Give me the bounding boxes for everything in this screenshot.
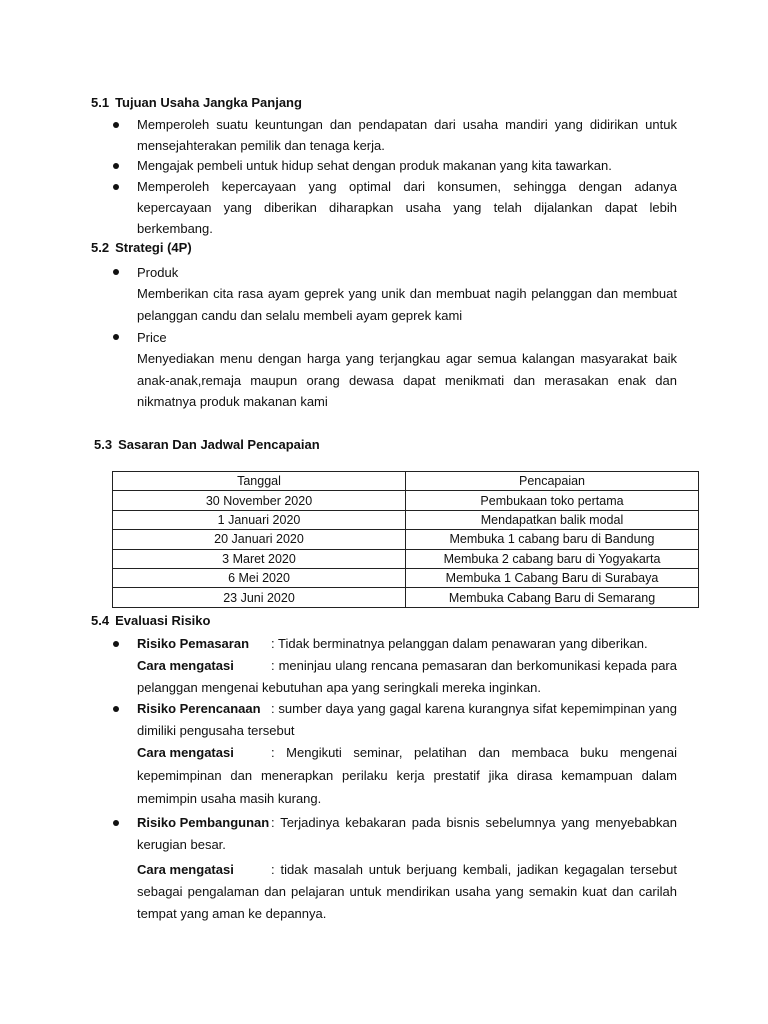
table-cell-date: 20 Januari 2020 — [113, 530, 406, 549]
risk-statement — [137, 812, 677, 855]
mitigation-text: tidak masalah untuk berjuang kembali, jadikan kegagalan tersebut sebagai pengalaman dan pelajaran untuk mendirikan usaha yang semakin kuat dan carilah tempat yang aman ke depannya. — [137, 862, 677, 921]
risk-text: sumber daya yang gagal karena kurangnya sifat kepemimpinan yang dimiliki pengusaha tersebut — [137, 701, 677, 738]
risk-mitigation — [137, 655, 677, 698]
strategy-label: Produk — [137, 265, 179, 280]
table-cell-achievement: Pembukaan toko pertama — [406, 491, 699, 510]
section-number: 5.4 — [91, 613, 110, 628]
section-heading-evaluasi — [91, 613, 210, 628]
risk-label: Risiko Perencanaan — [137, 701, 261, 716]
risk-mitigation — [137, 741, 677, 810]
table-cell-achievement: Mendapatkan balik modal — [406, 510, 699, 529]
table-cell-achievement: Membuka Cabang Baru di Semarang — [406, 588, 699, 607]
column-header-tanggal: Tanggal — [113, 472, 406, 491]
risk-text: Tidak berminatnya pelanggan dalam penawaran yang diberikan. — [278, 636, 648, 651]
table-cell-date: 23 Juni 2020 — [113, 588, 406, 607]
table-cell-achievement: Membuka 1 cabang baru di Bandung — [406, 530, 699, 549]
risk-separator: : — [271, 815, 275, 830]
section-heading-tujuan — [91, 95, 302, 110]
section-heading-sasaran — [94, 437, 320, 452]
section-heading-strategi — [91, 240, 192, 255]
table-cell-achievement: Membuka 1 Cabang Baru di Surabaya — [406, 568, 699, 587]
risk-separator: : — [271, 636, 275, 651]
list-item: Mengajak pembeli untuk hidup sehat dengan produk makanan yang kita tawarkan. — [137, 158, 612, 173]
table-row — [113, 588, 699, 607]
risk-label: Risiko Pemasaran — [137, 636, 250, 651]
section-title: Evaluasi Risiko — [115, 613, 211, 628]
section-number: 5.3 — [94, 437, 113, 452]
schedule-table — [112, 471, 699, 608]
risk-statement — [137, 633, 677, 655]
risk-label: Risiko Pembangunan — [137, 815, 270, 830]
table-cell-date: 3 Maret 2020 — [113, 549, 406, 568]
section-title: Strategi (4P) — [115, 240, 192, 255]
section-title: Sasaran Dan Jadwal Pencapaian — [118, 437, 320, 452]
mitigation-separator: : — [271, 745, 275, 760]
table-row — [113, 491, 699, 510]
mitigation-separator: : — [271, 658, 275, 673]
section-number: 5.2 — [91, 240, 110, 255]
risk-statement — [137, 698, 677, 741]
table-row — [113, 510, 699, 529]
section-title: Tujuan Usaha Jangka Panjang — [115, 95, 302, 110]
table-cell-date: 1 Januari 2020 — [113, 510, 406, 529]
risk-separator: : — [271, 701, 275, 716]
table-header-row — [113, 472, 699, 491]
risk-mitigation — [137, 859, 677, 925]
strategy-text: Memberikan cita rasa ayam geprek yang unik dan membuat nagih pelanggan dan membuat pelanggan candu dan selalu membeli ayam geprek kami — [137, 286, 677, 323]
mitigation-separator: : — [271, 862, 275, 877]
list-item: Memperoleh kepercayaan yang optimal dari konsumen, sehingga dengan adanya kepercayaan yang diberikan diharapkan usaha yang telah dijalankan dapat lebih berkembang. — [137, 179, 677, 236]
mitigation-text: Mengikuti seminar, pelatihan dan membaca buku mengenai kepemimpinan dan menerapkan perilaku kerja prestatif jika dirasa kemampuan dalam memimpin usaha masih kurang. — [137, 745, 677, 806]
list-item: Memperoleh suatu keuntungan dan pendapatan dari usaha mandiri yang didirikan untuk mensejahterakan pemilik dan tenaga kerja. — [137, 117, 677, 153]
section-number: 5.1 — [91, 95, 110, 110]
table-row — [113, 549, 699, 568]
table-row — [113, 568, 699, 587]
mitigation-label: Cara mengatasi — [137, 862, 234, 877]
mitigation-label: Cara mengatasi — [137, 658, 234, 673]
mitigation-label: Cara mengatasi — [137, 745, 234, 760]
table-cell-achievement: Membuka 2 cabang baru di Yogyakarta — [406, 549, 699, 568]
column-header-pencapaian: Pencapaian — [406, 472, 699, 491]
table-row — [113, 530, 699, 549]
strategy-text: Menyediakan menu dengan harga yang terjangkau agar semua kalangan masyarakat baik anak-anak,remaja maupun orang dewasa dapat menikmati dan merasakan enak dan nikmatnya produk makanan kami — [137, 351, 677, 409]
table-cell-date: 6 Mei 2020 — [113, 568, 406, 587]
mitigation-text: meninjau ulang rencana pemasaran dan berkomunikasi kepada para pelanggan mengenai kebutuhan apa yang seringkali mereka inginkan. — [137, 658, 677, 695]
table-cell-date: 30 November 2020 — [113, 491, 406, 510]
risk-text: Terjadinya kebakaran pada bisnis sebelumnya yang menyebabkan kerugian besar. — [137, 815, 677, 852]
strategy-label: Price — [137, 330, 167, 345]
